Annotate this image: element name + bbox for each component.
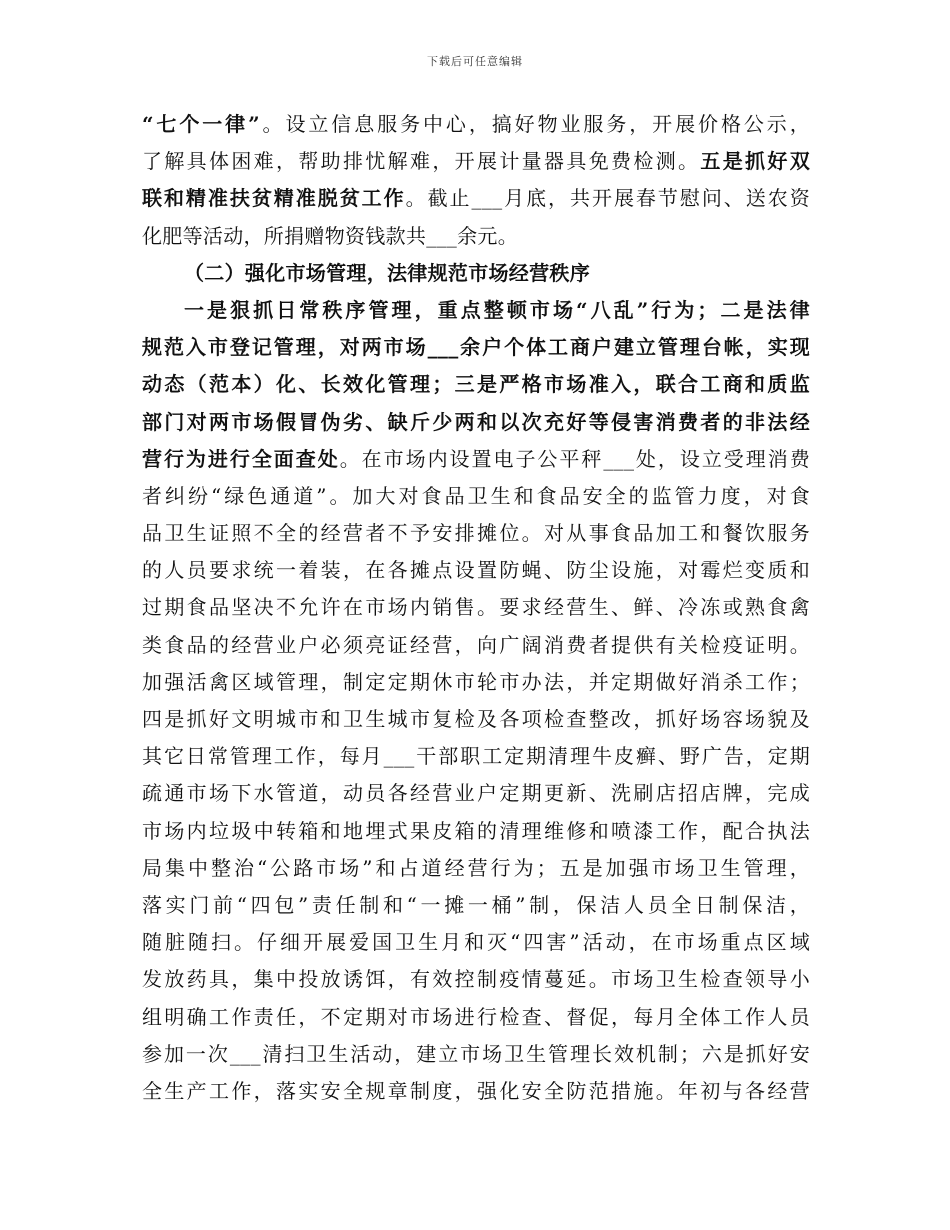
page-header-note: 下载后可任意编辑 xyxy=(427,55,523,68)
section-heading xyxy=(142,255,810,292)
text-line xyxy=(142,441,810,478)
text-run-bold: 一是狠抓日常秩序管理，重点整顿市场“八乱”行为；二是法律 xyxy=(184,297,810,322)
text-run: 类食品的经营业户必须亮证经营，向广阔消费者提供有关检疫证明。 xyxy=(142,632,810,657)
text-run: 化肥等活动，所捐赠物资钱款共___余元。 xyxy=(142,223,518,248)
text-run: 其它日常管理工作，每月___干部职工定期清理牛皮癣、野广告，定期 xyxy=(142,744,810,769)
text-run: 了解具体困难，帮助排忧解难，开展计量器具免费检测。 xyxy=(142,149,701,174)
text-line xyxy=(142,664,810,701)
text-run: 。在市场内设置电子公平秤___处，设立受理消费 xyxy=(339,446,810,471)
text-run: 局集中整治“公路市场”和占道经营行为；五是加强市场卫生管理， xyxy=(142,855,810,880)
text-line xyxy=(142,218,810,255)
text-line xyxy=(142,1073,810,1110)
text-line xyxy=(142,999,810,1036)
text-line xyxy=(142,478,810,515)
text-run: 落实门前“四包”责任制和“一摊一桶”制，保洁人员全日制保洁， xyxy=(142,892,810,917)
text-run: 发放药具，集中投放诱饵，有效控制疫情蔓延。市场卫生检查领导小 xyxy=(142,967,810,992)
text-line xyxy=(142,292,810,329)
text-run: 者纠纷“绿色通道”。加大对食品卫生和食品安全的监管力度，对食 xyxy=(142,483,810,508)
text-line xyxy=(142,106,810,143)
text-line xyxy=(142,738,810,775)
text-run: 过期食品坚决不允许在市场内销售。要求经营生、鲜、冷冻或熟食禽 xyxy=(142,595,810,620)
text-line xyxy=(142,813,810,850)
text-line xyxy=(142,329,810,366)
text-run: 疏通市场下水管道，动员各经营业户定期更新、洗刷店招店牌，完成 xyxy=(142,781,810,806)
text-run: 四是抓好文明城市和卫生城市复检及各项检查整改，抓好场容场貌及 xyxy=(142,707,810,731)
text-run: 的人员要求统一着装，在各摊点设置防蝇、防尘设施，对霉烂变质和 xyxy=(142,558,810,583)
text-run: 市场内垃圾中转箱和地埋式果皮箱的清理维修和喷漆工作，配合执法 xyxy=(142,818,810,843)
text-line xyxy=(142,366,810,403)
text-run-bold: 五是抓好双 xyxy=(700,149,810,174)
text-line xyxy=(142,552,810,589)
text-run-bold: 部门对两市场假冒伪劣、缺斤少两和以次充好等侵害消费者的非法经 xyxy=(142,409,810,434)
text-run: 品卫生证照不全的经营者不予安排摊位。对从事食品加工和餐饮服务 xyxy=(142,521,810,546)
text-run: 加强活禽区域管理，制定定期休市轮市办法，并定期做好消杀工作； xyxy=(142,669,810,694)
text-line xyxy=(142,180,810,217)
text-line xyxy=(142,1036,810,1073)
text-line xyxy=(142,589,810,626)
text-line xyxy=(142,627,810,664)
text-run: 。截止___月底，共开展春节慰问、送农资 xyxy=(405,186,810,211)
text-line xyxy=(142,850,810,887)
text-run-bold: 动态（范本）化、长效化管理；三是严格市场准入，联合工商和质监 xyxy=(142,372,810,397)
text-line xyxy=(142,961,810,998)
text-line xyxy=(142,775,810,812)
text-line xyxy=(142,924,810,961)
text-run-bold: 营行为进行全面查处 xyxy=(142,446,340,471)
text-line xyxy=(142,143,810,180)
text-run-bold: 联和精准扶贫精准脱贫工作 xyxy=(142,186,406,211)
text-run: 。设立信息服务中心，搞好物业服务，开展价格公示， xyxy=(259,112,810,136)
text-line xyxy=(142,887,810,924)
text-line xyxy=(142,404,810,441)
text-run: 随脏随扫。仔细开展爱国卫生月和灭“四害”活动，在市场重点区域 xyxy=(142,930,810,955)
text-line xyxy=(142,701,810,738)
document-body xyxy=(142,106,810,1110)
text-run: 参加一次___清扫卫生活动，建立市场卫生管理长效机制；六是抓好安 xyxy=(142,1041,810,1066)
section-heading-text: （二）强化市场管理，法律规范市场经营秩序 xyxy=(184,260,590,285)
text-run: 全生产工作，落实安全规章制度，强化安全防范措施。年初与各经营 xyxy=(142,1078,810,1103)
text-line xyxy=(142,515,810,552)
text-run-bold: “七个一律” xyxy=(142,112,260,136)
text-run-bold: 规范入市登记管理，对两市场___余户个体工商户建立管理台帐，实现 xyxy=(142,335,810,360)
text-run: 组明确工作责任，不定期对市场进行检查、督促，每月全体工作人员 xyxy=(142,1004,810,1029)
